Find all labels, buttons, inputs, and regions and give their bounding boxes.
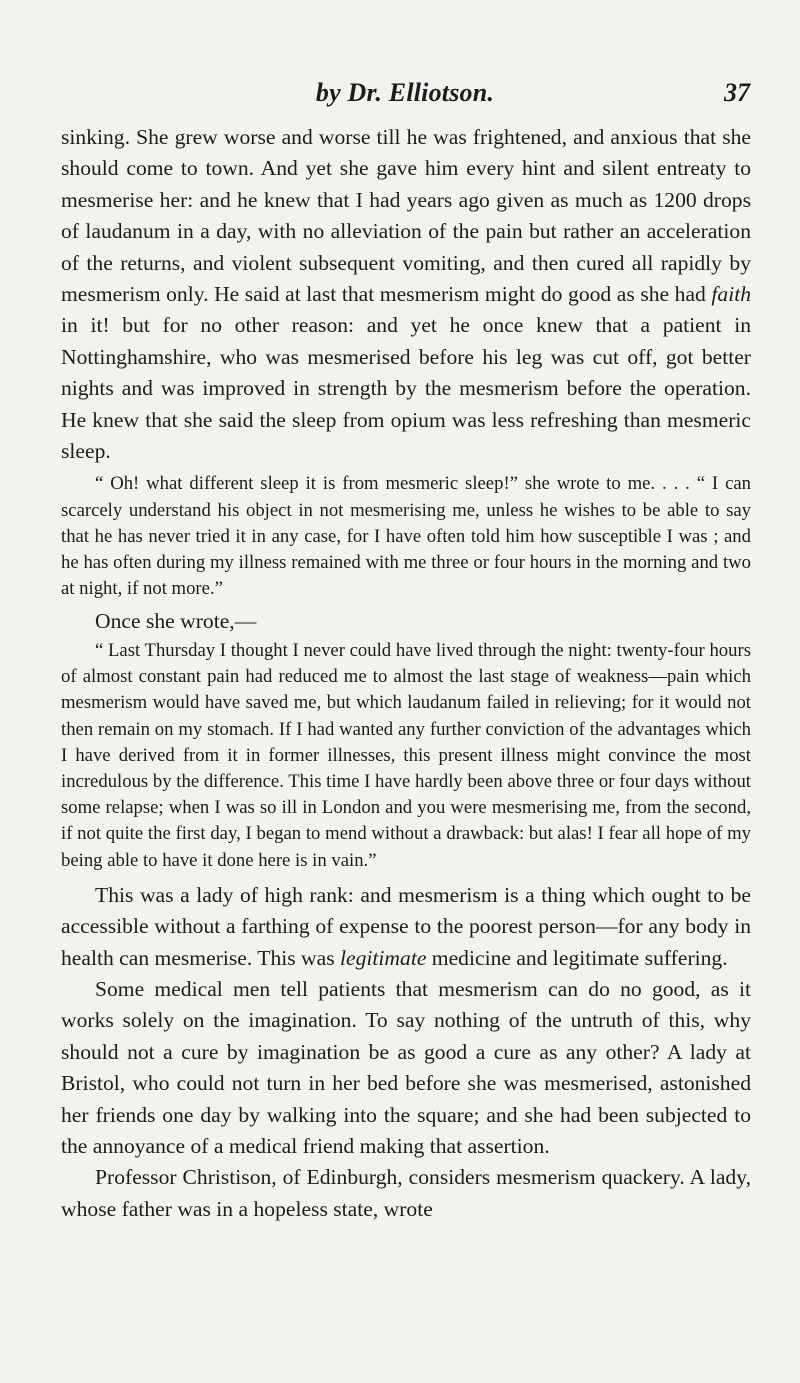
page-number: 37: [724, 78, 750, 107]
quoted-letter-paragraph: [61, 471, 751, 602]
text-run: Professor Christison, of Edinburgh, considers mesmerism quackery. A lady, whose father was in a hopeless state, wrote: [61, 1165, 751, 1221]
quoted-letter-paragraph: [61, 638, 751, 874]
running-title: by Dr. Elliotson.: [315, 78, 495, 107]
paragraph: [61, 880, 751, 974]
text-run: “ Oh! what different sleep it is from mesmeric sleep!” she wrote to me. . . . “ I can scarcely understand his object in not mesmerising me, unless he wishes to be able to say that he has never tried it in any case, for I have often told him how susceptible I was ; and he has often during my illness remained with me three or four hours in the morning and two at night, if not more.”: [61, 473, 751, 600]
text-run: in it! but for no other reason: and yet he once knew that a patient in Nottinghamshire, who was mesmerised before his leg was cut off, got better nights and was improved in strength by the mesmerism before the operation. He knew that she said the sleep from opium was less refreshing than mesmeric sleep.: [61, 313, 751, 464]
paragraph: [61, 606, 751, 637]
text-run: sinking. She grew worse and worse till he was frightened, and anxious that she should come to town. And yet she gave him every hint and silent entreaty to mesmerise her: and he knew that I had years ago given as much as 1200 drops of laudanum in a day, with no alleviation of the pain but rather an acceleration of the returns, and violent subsequent vomiting, and then cured all rapidly by mesmerism only. He said at last that mesmerism might do good as she had: [61, 125, 751, 307]
text-run: Once she wrote,—: [95, 609, 257, 634]
text-run: medicine and legitimate suffering.: [426, 945, 728, 970]
paragraph: [61, 974, 751, 1162]
page-header: [60, 78, 750, 108]
text-run: Some medical men tell patients that mesmerism can do no good, as it works solely on the imagination. To say nothing of the untruth of this, why should not a cure by imagination be as good a cure as any other? A lady at Bristol, who could not turn in her bed before she was mesmerised, astonished her friends one day by walking into the square; and she had been subjected to the annoyance of a medical friend making that assertion.: [61, 976, 751, 1158]
paragraph: [61, 122, 751, 467]
text-run: This was a lady of high rank: and mesmerism is a thing which ought to be accessible without a farthing of expense to the poorest person—for any body in health can mesmerise. This was: [61, 882, 751, 970]
page-body: [61, 122, 751, 1225]
emphasis-legitimate: legitimate: [340, 945, 427, 970]
emphasis-faith: faith: [711, 282, 751, 307]
paragraph: [61, 1162, 751, 1225]
text-run: “ Last Thursday I thought I never could have lived through the night: twenty-four hours of almost constant pain had reduced me to almost the last stage of weakness—pain which mesmerism would have saved me, but which laudanum failed in relieving; for it would not then remain on my stomach. If I had wanted any further conviction of the advantages which I have derived from it in former illnesses, this present illness might convince the most incredulous by the difference. This time I have hardly been above three or four days without some relapse; when I was so ill in London and you were mesmerising me, from the second, if not quite the first day, I began to mend without a drawback: but alas! I fear all hope of my being able to have it done here is in vain.”: [61, 639, 751, 871]
